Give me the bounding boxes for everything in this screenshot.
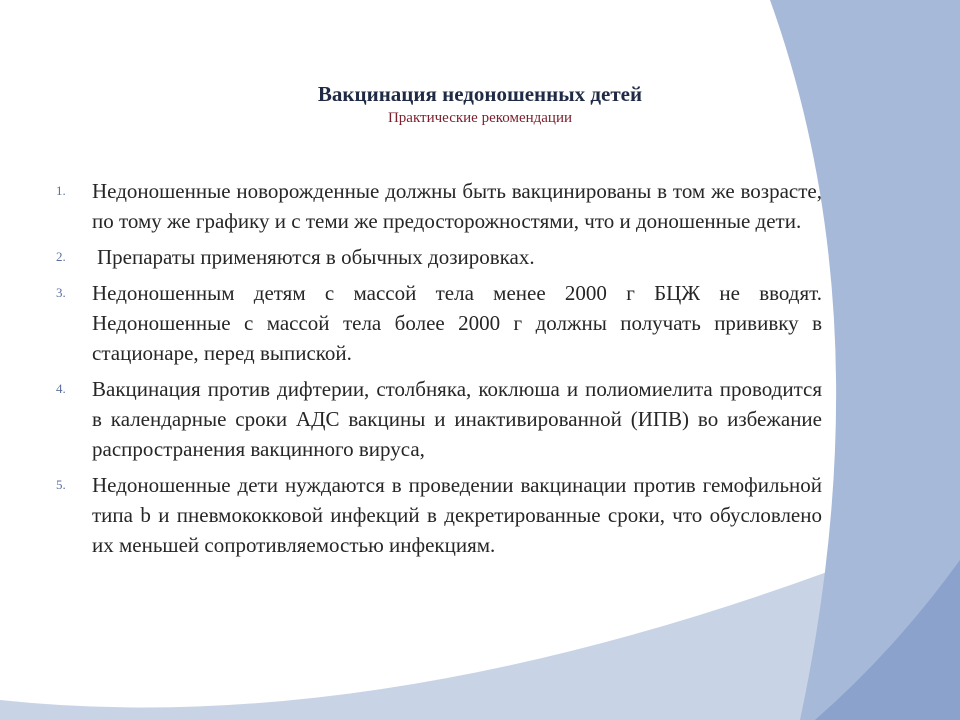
list-item-text: Препараты применяются в обычных дозировках. [97,245,535,269]
list-item [56,374,822,464]
list-item-text: Недоношенные новорожденные должны быть вакцинированы в том же возрасте, по тому же графику и с теми же предосторожностями, что и доношенные дети. [92,179,822,233]
list-item-text: Недоношенные дети нуждаются в проведении вакцинации против гемофильной типа b и пневмококковой инфекций в декретированные сроки, что обусловлено их меньшей сопротивляемостью инфекциям. [92,473,822,557]
list-item-number: 2. [56,249,66,264]
list-item [56,278,822,368]
list-item-number: 1. [56,183,66,198]
slide-subtitle: Практические рекомендации [387,110,573,126]
slide-title: Вакцинация недоношенных детей [317,82,643,106]
list-item-number: 4. [56,381,66,396]
list-item-number: 5. [56,477,66,492]
list-item [56,470,822,560]
title-block [180,80,780,128]
list-item-text: Недоношенным детям с массой тела менее 2000 г БЦЖ не вводят. Недоношенные с массой тела более 2000 г должны получать прививку в стационаре, перед выпиской. [92,281,822,365]
list-item [56,242,822,272]
list-item-number: 3. [56,285,66,300]
list-item-text: Вакцинация против дифтерии, столбняка, коклюша и полиомиелита проводится в календарные сроки АДС вакцины и инактивированной (ИПВ) во избежание распространения вакцинного вируса, [92,377,822,461]
recommendations-list [56,176,822,566]
list-item [56,176,822,236]
